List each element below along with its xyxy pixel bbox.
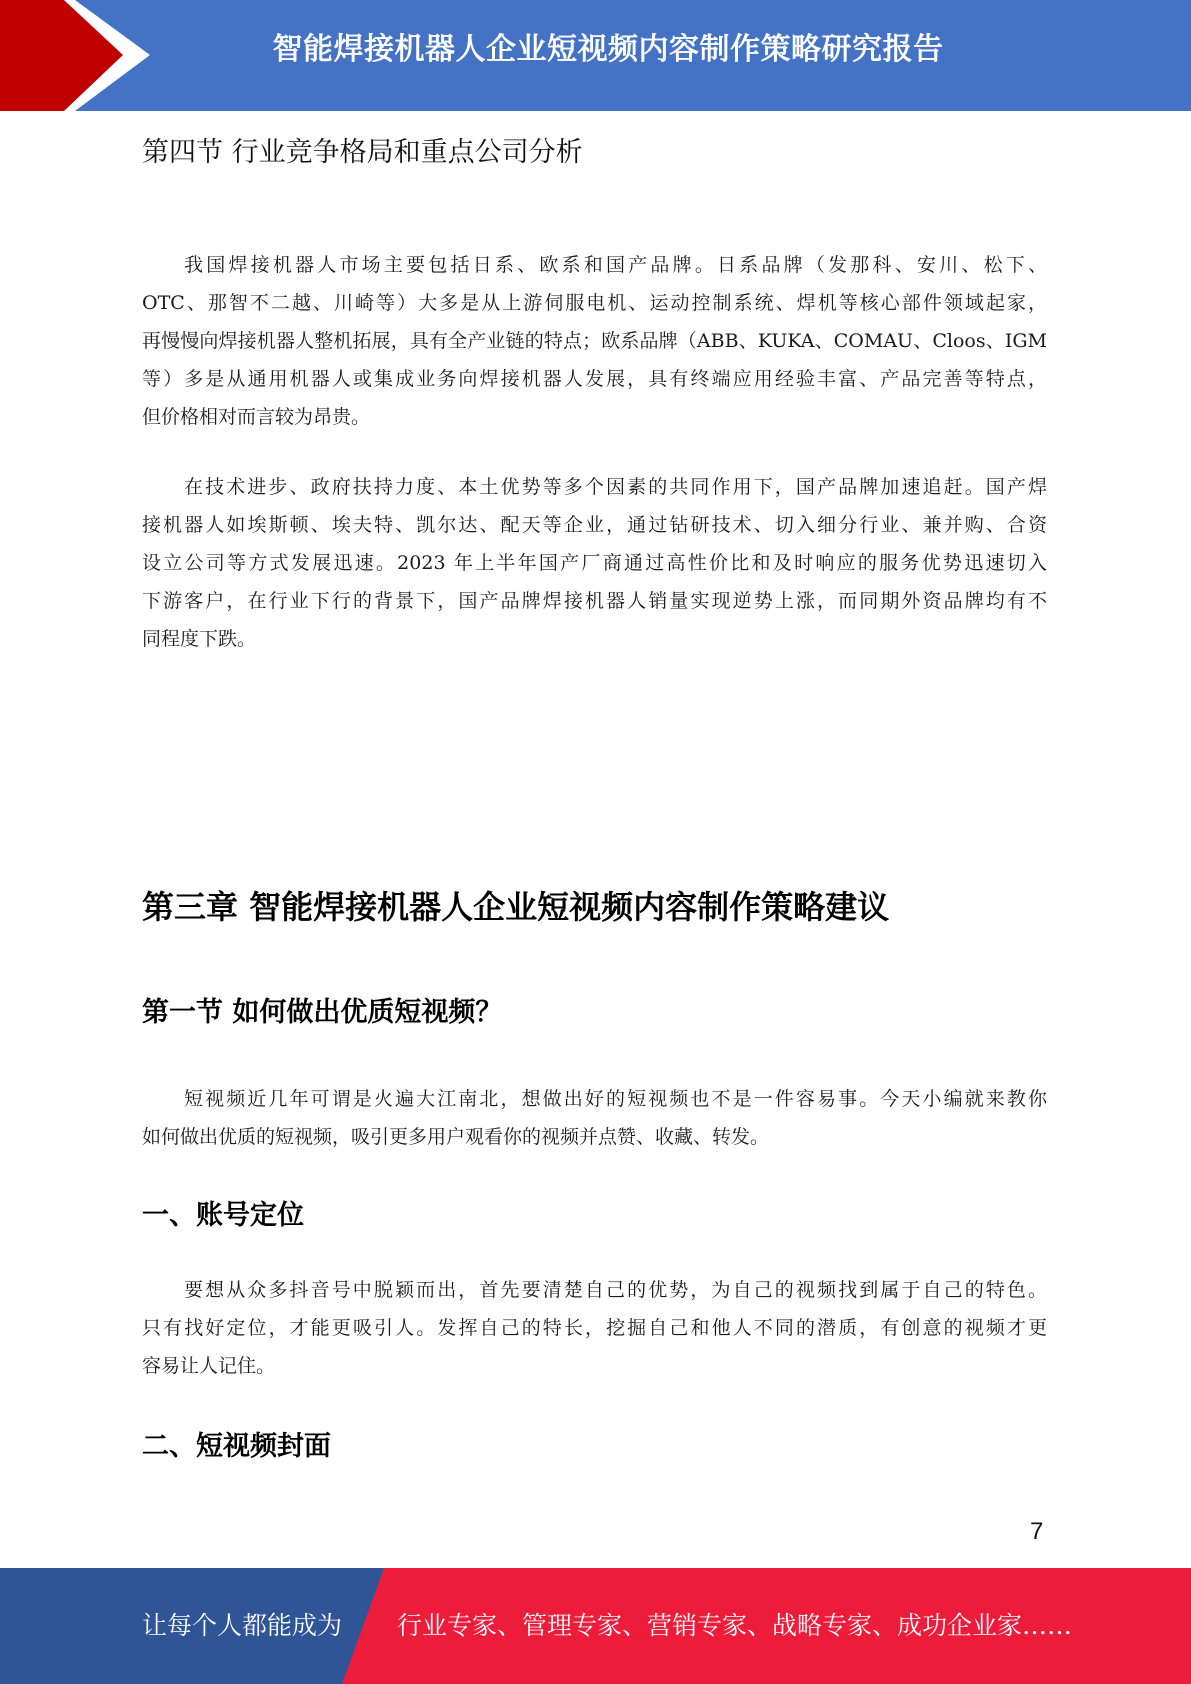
page-header — [0, 0, 1191, 111]
paragraph-line: OTC、那智不二越、川崎等）大多是从上游伺服电机、运动控制系统、焊机等核心部件领域起家， — [142, 292, 1047, 314]
paragraph-line: 只有找好定位，才能更吸引人。发挥自己的特长，挖掘自己和他人不同的潜质，有创意的视频才更 — [142, 1317, 1047, 1339]
section-heading: 第四节 行业竞争格局和重点公司分析 — [142, 137, 583, 168]
paragraph-line: 我国焊接机器人市场主要包括日系、欧系和国产品牌。日系品牌（发那科、安川、松下、 — [184, 254, 1047, 276]
paragraph-line: 在技术进步、政府扶持力度、本土优势等多个因素的共同作用下，国产品牌加速追赶。国产焊 — [184, 476, 1047, 498]
paragraph-line: 下游客户，在行业下行的背景下，国产品牌焊接机器人销量实现逆势上涨，而同期外资品牌均有不 — [142, 590, 1047, 612]
paragraph — [142, 1271, 1047, 1385]
paragraph-line: 接机器人如埃斯顿、埃夫特、凯尔达、配天等企业，通过钻研技术、切入细分行业、兼并购、合资 — [142, 514, 1047, 536]
paragraph-line: 但价格相对而言较为昂贵。 — [142, 406, 371, 428]
report-title: 智能焊接机器人企业短视频内容制作策略研究报告 — [272, 32, 944, 67]
paragraph-line: 短视频近几年可谓是火遍大江南北，想做出好的短视频也不是一件容易事。今天小编就来教你 — [184, 1088, 1047, 1110]
item-heading: 一、账号定位 — [142, 1200, 304, 1231]
paragraph-line: 设立公司等方式发展迅速。2023 年上半年国产厂商通过高性价比和及时响应的服务优势迅速切入 — [142, 552, 1047, 574]
section-heading: 第一节 如何做出优质短视频？ — [142, 997, 503, 1028]
header-chevron-decoration — [0, 0, 160, 111]
page-number: 7 — [1030, 1518, 1044, 1545]
paragraph — [142, 468, 1047, 658]
chapter-heading: 第三章 智能焊接机器人企业短视频内容制作策略建议 — [142, 888, 890, 926]
footer-slogan-right: 行业专家、管理专家、营销专家、战略专家、成功企业家…… — [397, 1611, 1073, 1640]
paragraph-line: 等）多是从通用机器人或集成业务向焊接机器人发展，具有终端应用经验丰富、产品完善等特点， — [142, 368, 1047, 390]
paragraph-line: 再慢慢向焊接机器人整机拓展，具有全产业链的特点；欧系品牌（ABB、KUKA、COMAU、Cloos、IGM — [142, 330, 1047, 352]
paragraph-line: 同程度下跌。 — [142, 628, 257, 650]
item-heading: 二、短视频封面 — [142, 1431, 331, 1462]
paragraph — [142, 246, 1047, 436]
footer-slogan-left: 让每个人都能成为 — [142, 1611, 343, 1640]
paragraph-line: 要想从众多抖音号中脱颖而出，首先要清楚自己的优势，为自己的视频找到属于自己的特色。 — [184, 1279, 1047, 1301]
paragraph-line: 容易让人记住。 — [142, 1355, 276, 1377]
page-footer — [0, 1568, 1191, 1684]
paragraph — [142, 1080, 1047, 1156]
paragraph-line: 如何做出优质的短视频，吸引更多用户观看你的视频并点赞、收藏、转发。 — [142, 1126, 770, 1148]
